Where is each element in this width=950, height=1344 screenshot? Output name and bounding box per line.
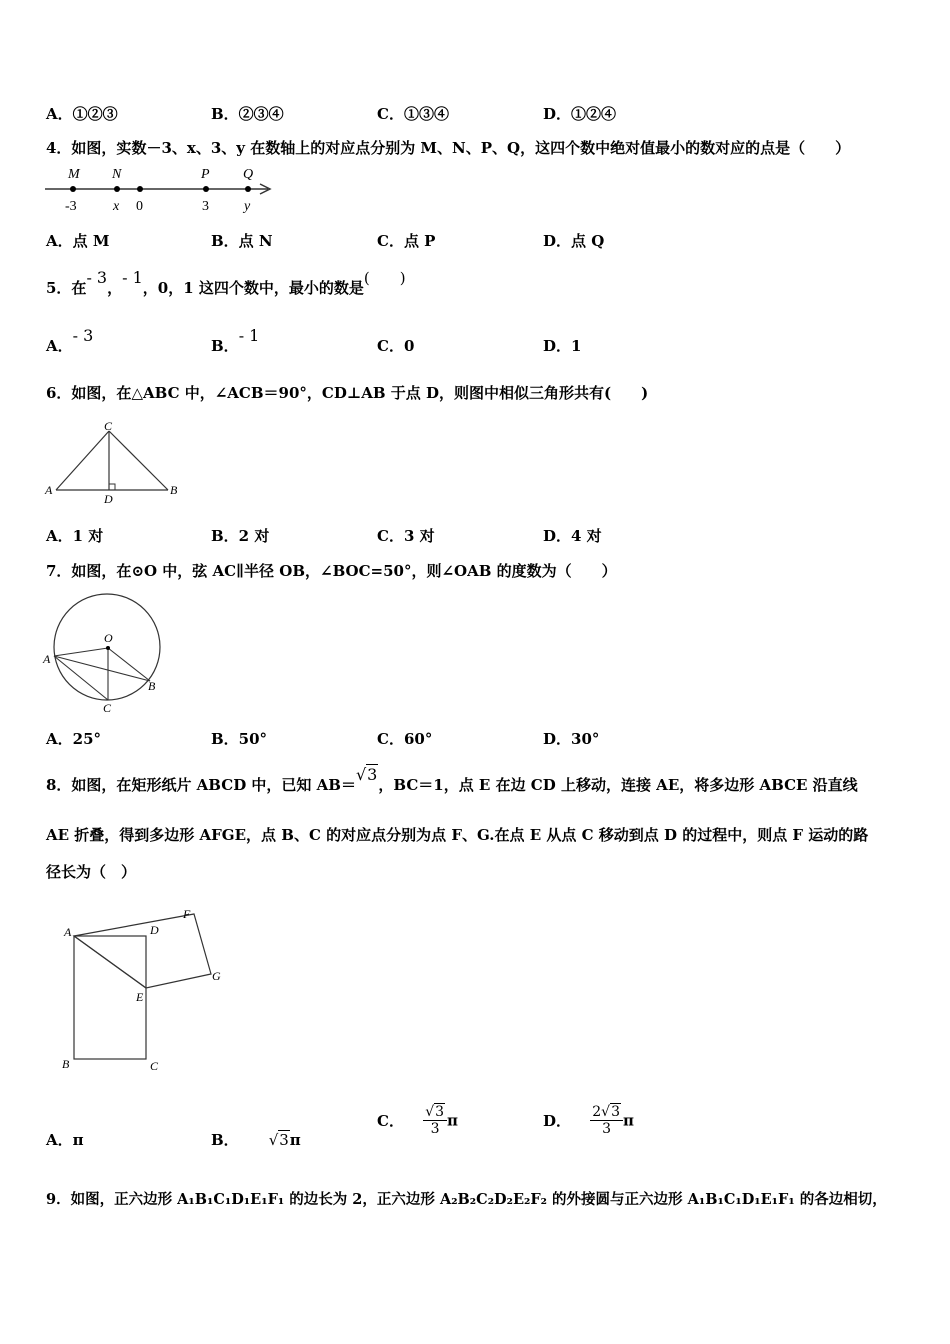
label-C: C	[104, 419, 113, 433]
q8-d-radicand: 3	[611, 1104, 621, 1120]
q6-option-c: C．3 对	[377, 527, 435, 545]
q8-b-sqrt: √3	[268, 1131, 289, 1149]
label-3: 3	[202, 199, 209, 214]
point-0	[137, 186, 143, 192]
q4-stem: 4．如图，实数－3、x、3、y 在数轴上的对应点分别为 M、N、P、Q，这四个数中绝对值最小的数对应的点是（ ）	[46, 139, 851, 157]
q4-option-a: A．点 M	[46, 232, 110, 250]
label-E: E	[136, 990, 144, 1004]
q5-n1: - 3	[86, 268, 108, 287]
q5-b-label: B．	[211, 337, 239, 355]
label-M: M	[68, 167, 80, 182]
q7-circle-figure	[40, 588, 170, 718]
point-Q	[245, 186, 251, 192]
label-B: B	[62, 1057, 70, 1071]
q7-option-a: A．25°	[46, 730, 102, 748]
segment-AC	[56, 431, 109, 490]
q8-c-pi: π	[447, 1111, 459, 1130]
q8-c-radicand: 3	[435, 1104, 445, 1120]
q3-option-b: B．②③④	[211, 105, 284, 123]
q4-option-c: C．点 P	[377, 232, 436, 250]
q4-number-line-figure	[40, 160, 280, 220]
q8-b-label: B．	[211, 1131, 239, 1149]
label-0: 0	[136, 199, 143, 214]
label-B: B	[148, 679, 156, 693]
q7-option-b: B．50°	[211, 730, 268, 748]
q5-a-val: - 3	[72, 326, 94, 345]
label-G: G	[212, 969, 221, 983]
q5-suffix: ，0，1 这四个数中，最小的数是	[142, 279, 364, 297]
q3-option-a: A．①②③	[46, 105, 118, 123]
q4-option-d: D．点 Q	[543, 232, 605, 250]
q5-option-a	[46, 326, 94, 356]
q8-b-pi: π	[289, 1131, 301, 1149]
q8-line1-b: ，BC＝1，点 E 在边 CD 上移动，连接 AE，将多边形 ABCE 沿直线	[378, 776, 858, 794]
label-Q: Q	[243, 167, 254, 182]
label-F: F	[183, 907, 191, 921]
q5-n2: - 1	[122, 268, 143, 287]
label-A: A	[64, 925, 72, 939]
q7-stem: 7．如图，在⊙O 中，弦 AC∥半径 OB，∠BOC=50°，则∠OAB 的度数为（ ）	[46, 562, 617, 580]
q5-prefix: 5．在	[46, 279, 87, 297]
point-N	[114, 186, 120, 192]
q8-c-label: C．	[377, 1112, 404, 1130]
q8-c-fraction	[423, 1104, 447, 1137]
q5-stem	[46, 268, 406, 298]
q6-triangle-figure	[40, 418, 190, 508]
q8-d-denominator: 3	[602, 1121, 612, 1137]
label-D: D	[104, 492, 113, 506]
label-O: O	[104, 631, 113, 645]
q3-option-d: D．①②④	[543, 105, 617, 123]
center-dot	[106, 646, 110, 650]
label-x: x	[113, 199, 120, 214]
label-minus3: -3	[65, 199, 77, 214]
q8-ab-radicand: 3	[367, 765, 378, 784]
q5-sep: ，	[107, 279, 123, 297]
q8-ab-sqrt: √3	[355, 765, 378, 784]
label-C: C	[103, 701, 112, 715]
q3-option-c: C．①③④	[377, 105, 449, 123]
q8-d-pi: π	[623, 1111, 634, 1130]
q8-line2: AE 折叠，得到多边形 AFGE，点 B、C 的对应点分别为点 F、G.在点 E 从点 C 移动到点 D 的过程中，则点 F 运动的路	[46, 826, 869, 844]
q7-option-d: D．30°	[543, 730, 600, 748]
q5-paren: ( )	[363, 269, 406, 287]
q7-option-c: C．60°	[377, 730, 433, 748]
q8-rectangle-figure	[55, 900, 235, 1080]
label-P: P	[201, 167, 210, 182]
polygon-AFGE	[74, 914, 211, 988]
q5-option-c: C．0	[377, 337, 415, 355]
q8-d-coef: 2	[592, 1104, 602, 1120]
q6-option-a: A．1 对	[46, 527, 104, 545]
q8-c-denominator: 3	[430, 1121, 440, 1137]
q8-d-fraction	[590, 1104, 623, 1137]
point-P	[203, 186, 209, 192]
label-B: B	[170, 483, 178, 497]
right-angle-mark-icon	[109, 484, 115, 490]
point-M	[70, 186, 76, 192]
q9-stem: 9．如图，正六边形 A₁B₁C₁D₁E₁F₁ 的边长为 2，正六边形 A₂B₂C₂D₂E₂F₂ 的外接圆与正六边形 A₁B₁C₁D₁E₁F₁ 的各边相切，	[46, 1191, 887, 1208]
segment-AO	[54, 648, 108, 656]
q8-d-numerator: 2√3	[590, 1104, 623, 1121]
segment-BC	[109, 431, 168, 490]
q4-option-b: B．点 N	[211, 232, 273, 250]
label-D: D	[150, 923, 159, 937]
q8-line3: 径长为（ ）	[46, 863, 137, 881]
segment-AB	[54, 656, 150, 681]
label-C: C	[150, 1059, 159, 1073]
q8-b-radicand: 3	[279, 1131, 289, 1149]
q8-option-c	[377, 1104, 458, 1137]
q5-b-val: - 1	[238, 326, 260, 345]
q8-line1-a: 8．如图，在矩形纸片 ABCD 中，已知 AB＝	[46, 776, 356, 794]
q5-option-d: D．1	[543, 337, 582, 355]
label-A: A	[45, 483, 53, 497]
label-y: y	[244, 199, 251, 214]
q8-option-a: A．π	[46, 1131, 84, 1149]
q5-a-label: A．	[46, 337, 73, 355]
q8-d-label: D．	[543, 1112, 572, 1130]
q8-option-b	[211, 1129, 301, 1150]
q6-option-b: B．2 对	[211, 527, 270, 545]
q8-line1	[46, 765, 858, 795]
q6-option-d: D．4 对	[543, 527, 602, 545]
q8-option-d	[543, 1104, 634, 1137]
q8-c-numerator: √3	[423, 1104, 447, 1121]
q5-option-b	[211, 326, 260, 356]
q6-stem: 6．如图，在△ABC 中，∠ACB＝90°，CD⊥AB 于点 D，则图中相似三角形共有( )	[46, 384, 649, 402]
label-A: A	[43, 652, 51, 666]
label-N: N	[112, 167, 122, 182]
